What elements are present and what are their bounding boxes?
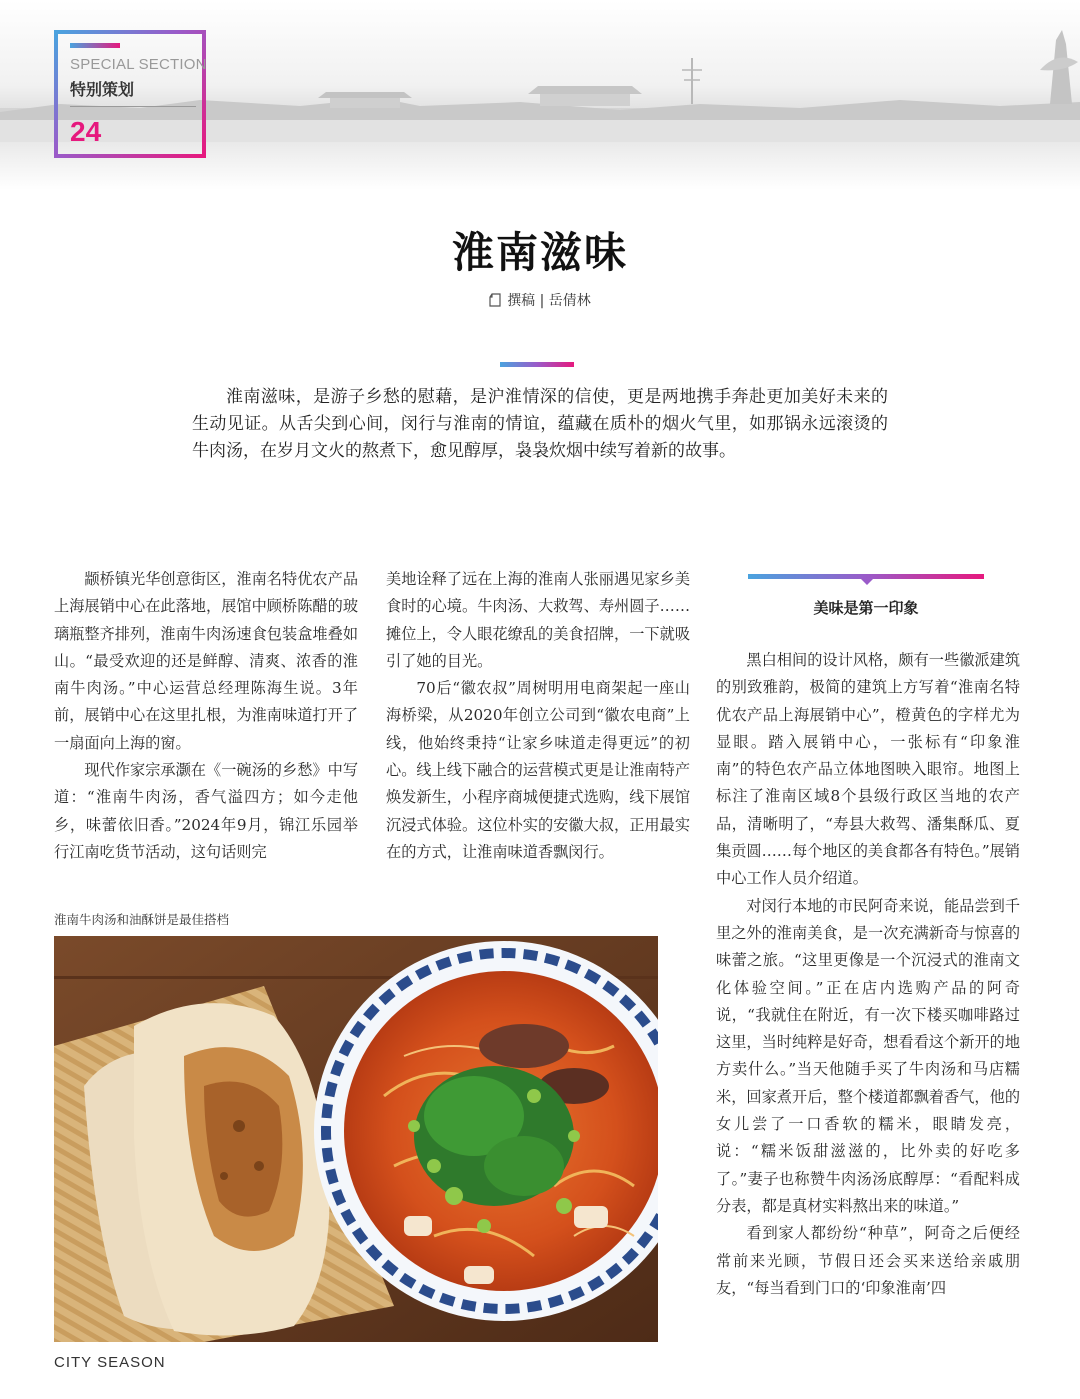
paragraph: 对闵行本地的市民阿奇来说，能品尝到千里之外的淮南美食，是一次充满新奇与惊喜的味蕾之旅。“这里更像是一个沉浸式的淮南文化体验空间。”正在店内选购产品的阿奇说，“我就住在附近，有一次下楼买咖啡路过这里，当时纯粹是好奇，想看看这个新开的地方卖什么。”当天他随手买了牛肉汤和马店糯米，回家煮开后，整个楼道都飘着香气，他的女儿尝了一口香软的糯米，眼睛发亮，说：“糯米饭甜滋滋的，比外卖的好吃多了。”妻子也称赞牛肉汤汤底醇厚：“看配料成分表，都是真材实料熬出来的味道。” [716,896,1020,1215]
byline-text: 撰稿 | 岳倩林 [507,293,591,309]
paragraph: 颛桥镇光华创意街区，淮南名特优农产品上海展销中心在此落地，展馆中顾桥陈醋的玻璃瓶整齐排列，淮南牛肉汤速食包装盒堆叠如山。“最受欢迎的还是鲜醇、清爽、浓香的淮南牛肉汤。”中心运营总经理陈海生说。3年前，展销中心在这里扎根，为淮南味道打开了一扇面向上海的窗。 [54,570,358,752]
page-number: 24 [70,116,102,147]
article-title: 淮南滋味 [451,228,628,277]
magazine-footer: CITY SEASON [54,1354,166,1371]
document-icon [489,293,501,311]
paragraph: 看到家人都纷纷“种草”，阿奇之后便经常前来光顾，节假日还会买来送给亲戚朋友，“每当看到门口的‘印象淮南’四 [716,1224,1020,1297]
photo-caption: 淮南牛肉汤和油酥饼是最佳搭档 [54,912,230,927]
divider [70,106,196,107]
column-2 [386,566,690,866]
beef-soup-photo [54,936,658,1342]
subheading-notch [860,578,874,585]
paragraph: 70后“徽农叔”周树明用电商架起一座山海桥梁，从2020年创立公司到“徽农电商”上线，他始终秉持“让家乡味道走得更远”的初心。线上线下融合的运营模式更是让淮南特产焕发新生，小程序商城便捷式选购，线下展馆沉浸式体验。这位朴实的安徽大叔，正用最实在的方式，让淮南味道香飘闵行。 [386,679,690,861]
paragraph-continued: 美地诠释了远在上海的淮南人张丽遇见家乡美食时的心境。牛肉汤、大救驾、寿州圆子……摊位上，令人眼花缭乱的美食招牌，一下就吸引了她的目光。 [386,570,690,670]
column-1 [54,566,358,866]
intro-accent-bar [500,362,574,367]
accent-bar [70,43,120,48]
section-label-en: SPECIAL SECTION [70,56,207,73]
paragraph: 黑白相间的设计风格，颇有一些徽派建筑的别致雅韵，极简的建筑上方写着“淮南名特优农产品上海展销中心”，橙黄色的字样尤为显眼。踏入展销中心，一张标有“印象淮南”的特色农产品立体地图映入眼帘。地图上标注了淮南区域8个县级行政区当地的农产品，清晰明了，“寿县大救驾、潘集酥瓜、夏集贡圆……每个地区的美食都各有特色。”展销中心工作人员介绍道。 [716,651,1020,888]
column-3 [716,647,1020,1302]
special-section-box [54,30,206,158]
section-label-cn: 特别策划 [70,80,135,99]
subheading: 美味是第一印象 [813,599,919,617]
byline [0,290,1080,311]
paragraph: 现代作家宗承灏在《一碗汤的乡愁》中写道：“淮南牛肉汤，香气溢四方；如今走他乡，味蕾依旧香。”2024年9月，锦江乐园举行江南吃货节活动，这句话则完 [54,761,358,861]
article-intro: 淮南滋味，是游子乡愁的慰藉，是沪淮情深的信使，更是两地携手奔赴更加美好未来的生动见证。从舌尖到心间，闵行与淮南的情谊，蕴藏在质朴的烟火气里，如那锅永远滚烫的牛肉汤，在岁月文火的熬煮下，愈见醇厚，袅袅炊烟中续写着新的故事。 [192,387,888,461]
